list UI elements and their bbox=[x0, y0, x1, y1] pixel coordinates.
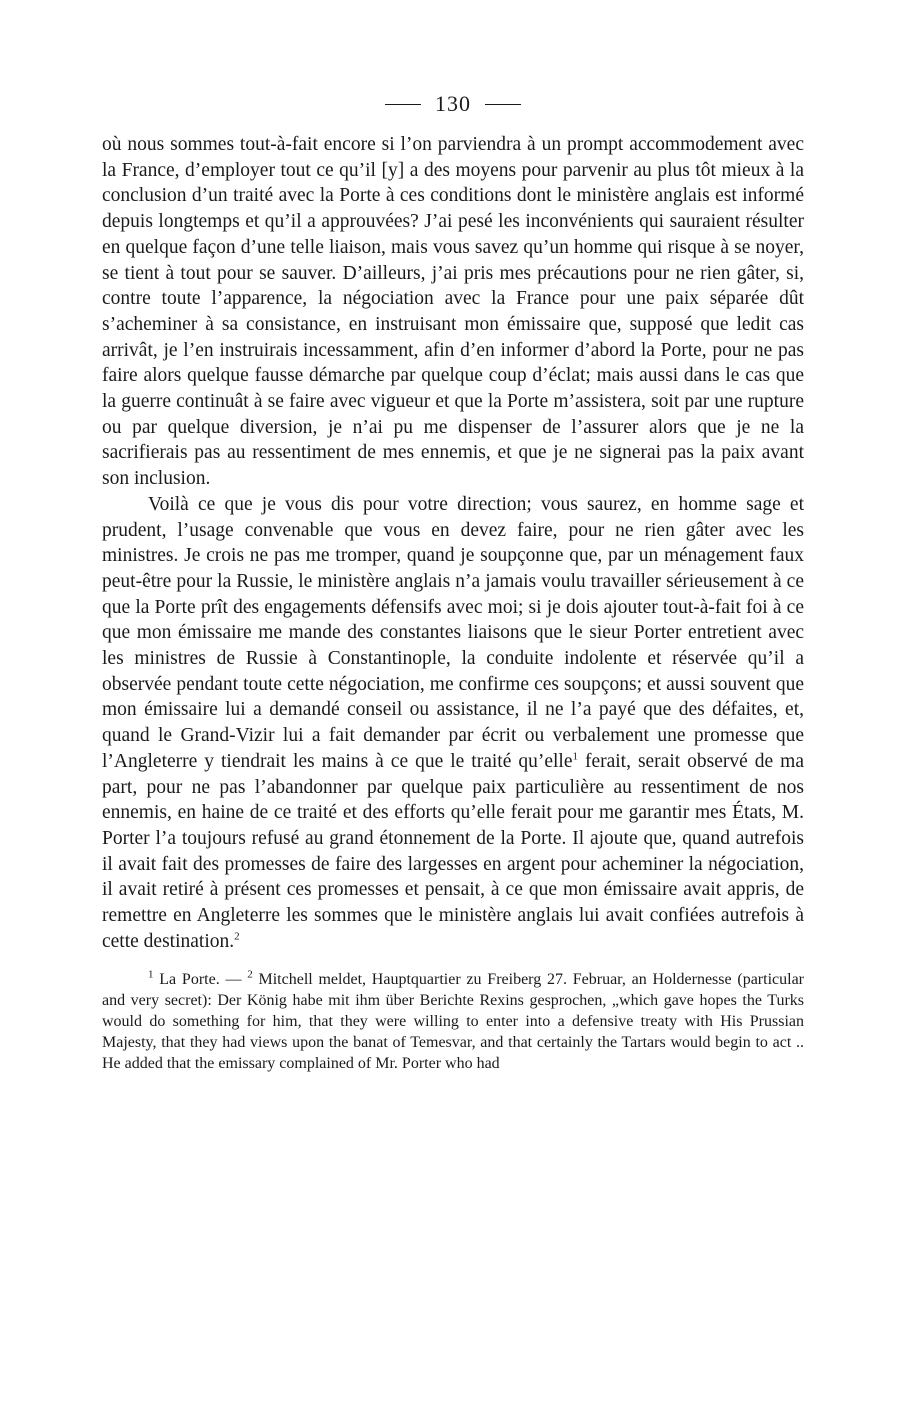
page-header bbox=[102, 84, 804, 124]
footnote-block bbox=[102, 969, 804, 1075]
paragraph-2 bbox=[102, 492, 804, 955]
body-text bbox=[102, 132, 804, 955]
footnote-text-2: Mitchell meldet, Hauptquartier zu Freiberg 27. Februar, an Holdernesse (particular and very secret): Der König habe mit ihm über Berichte Rexins gesprochen, „which gave hopes the Turks would do something for him, that they were willing to enter into a defensive treaty with His Prussian Majesty, that they had views upon the banat of Temesvar, and that certainly the Tartars would begin to act .. He added that the emissary complained of Mr. Porter who had bbox=[102, 970, 804, 1073]
page-number: 130 bbox=[435, 91, 471, 116]
footnote-marker-2: 2 bbox=[247, 968, 253, 981]
footnote-reference-1: 1 bbox=[572, 750, 578, 763]
footnotes bbox=[102, 969, 804, 1075]
paragraph-1: où nous sommes tout-à-fait encore si l’on parviendra à un prompt accommodement avec la France, d’employer tout ce qu’il [y] a des moyens pour parvenir au plus tôt mieux à la conclusion d’un traité avec la Porte à ces conditions dont le ministère anglais est informé depuis longtemps et qu’il a approuvées? J’ai pesé les inconvénients qui sauraient résulter en quelque façon d’une telle liaison, mais vous savez qu’un homme qui risque à se noyer, se tient à tout pour se sauver. D’ailleurs, j’ai pris mes précautions pour ne rien gâter, si, contre toute l’apparence, la négociation avec la France pour une paix séparée dût s’acheminer à sa consistance, en instruisant mon émissaire que, supposé que ledit cas arrivât, je l’en instruirais incessamment, afin d’en informer d’abord la Porte, pour ne pas faire alors quelque fausse démarche par quelque coup d’éclat; mais aussi dans le cas que la guerre continuât à se faire avec vigueur et que la Porte m’assistera, soit par une rupture ou par quelque diversion, je n’ai pu me dispenser de l’assurer alors que je ne la sacrifierais pas au ressentiment de mes ennemis, et que je ne signerai pas la paix avant son inclusion. bbox=[102, 134, 804, 490]
header-rule-left bbox=[385, 104, 421, 105]
footnote-reference-2: 2 bbox=[234, 930, 240, 943]
footnote-marker-1: 1 bbox=[148, 968, 154, 981]
paragraph-2-part-b: ferait, serait observé de ma part, pour ne pas l’abandonner par quelque paix particulière au ressentiment de nos ennemis, en haine de ce traité et des efforts qu’elle ferait pour me garantir mes États, M. Porter l’a toujours refusé au grand étonnement de la Porte. Il ajoute que, quand autrefois il avait fait des promesses de faire des largesses en argent pour acheminer la négociation, il avait retiré à présent ces promesses et pensait, à ce que mon émissaire avait appris, de remettre en Angleterre les sommes que le ministère anglais lui avait confiées autrefois à cette destination. bbox=[102, 750, 804, 952]
document-page bbox=[102, 84, 804, 1075]
header-rule-right bbox=[485, 104, 521, 105]
paragraph-2-part-a: Voilà ce que je vous dis pour votre direction; vous saurez, en homme sage et prudent, l’usage convenable que vous en devez faire, pour ne rien gâter avec les ministres. Je crois ne pas me tromper, quand je soupçonne que, par un ménagement faux peut-être pour la Russie, le ministère anglais n’a jamais voulu travailler sérieusement à ce que la Porte prît des engagements défensifs avec moi; si je dois ajouter tout-à-fait foi à ce que mon émissaire me mande des constantes liaisons que le sieur Porter entretient avec les ministres de Russie à Constantinople, la conduite indolente et réservée qu’il a observée pendant toute cette négociation, me confirme ces soupçons; et aussi souvent que mon émissaire lui a demandé conseil ou assistance, il ne l’a payé que des défaites, et, quand le Grand-Vizir lui a fait demander par écrit ou verbalement une promesse que l’Angleterre y tiendrait les mains à ce que le traité qu’elle bbox=[102, 493, 804, 772]
footnote-text-1: La Porte. — bbox=[153, 970, 248, 988]
